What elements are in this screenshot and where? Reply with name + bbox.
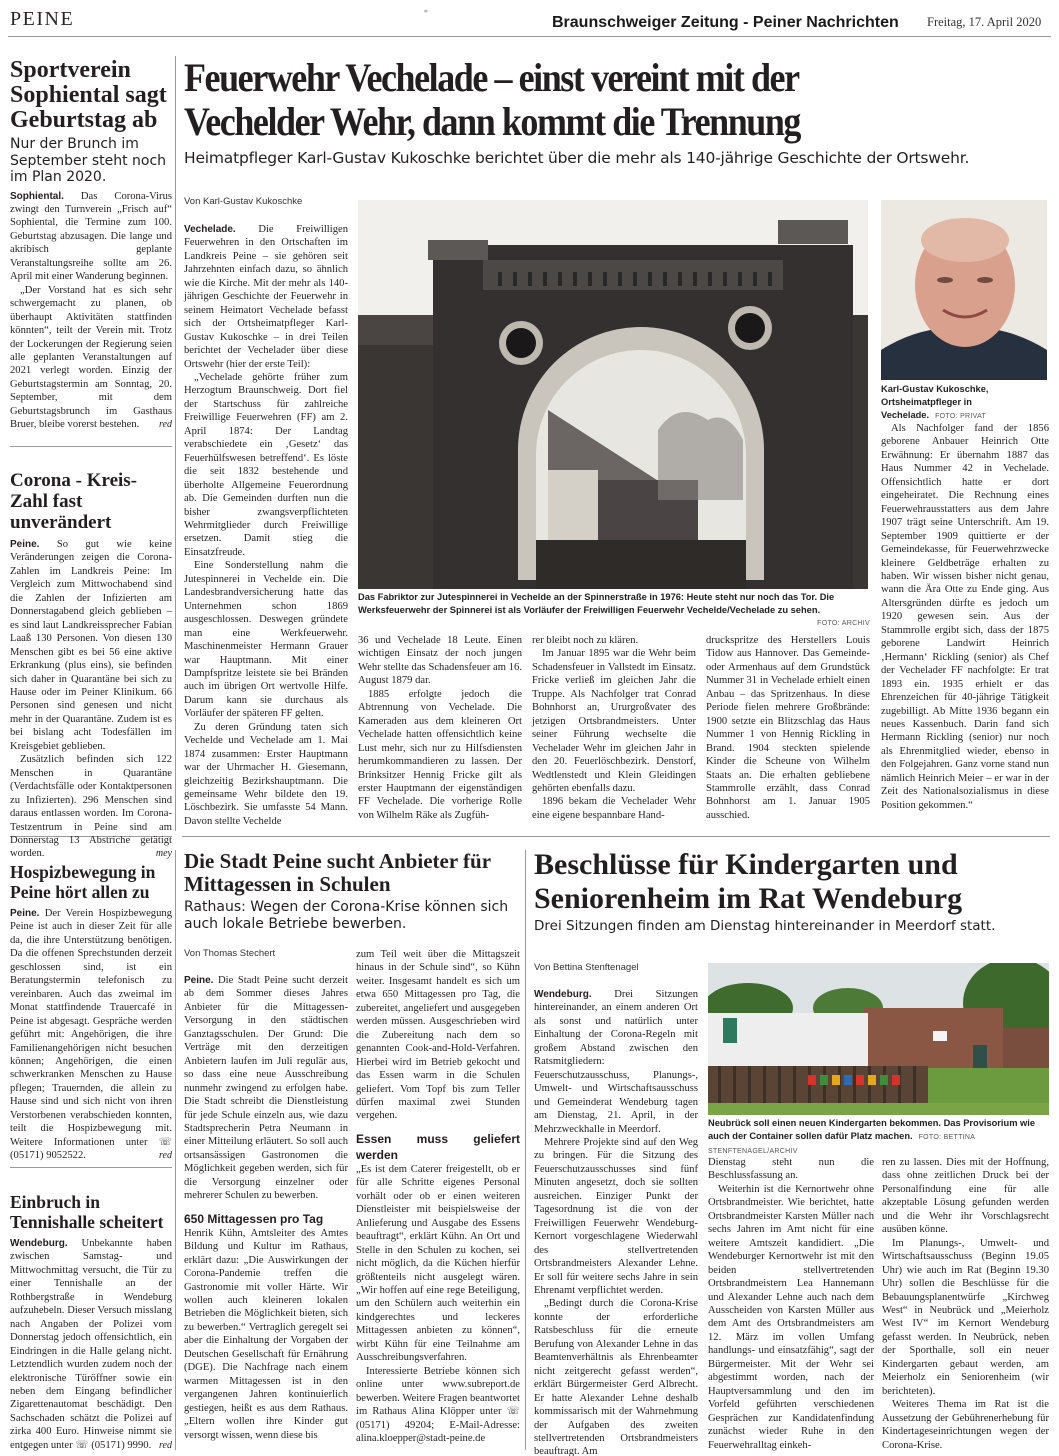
council-headline-line1: Beschlüsse für Kindergarten und (534, 848, 958, 881)
lead-byline: Von Karl-Gustav Kukoschke (184, 196, 303, 207)
article-body: Peine. Der Verein Hospizbewegung Peine ist auch in dieser Zeit für alle da, die ihre Unterstützung benötigen. Da die offenen Sprechstunden derzeit geschlossen sind, ist ein Beratungstermin telefonisch zu vereinbaren. Auch das zweimal im Monat stattfindende Trauercafé in Peine ist abgesagt. Gespräche werden geführt mit: Angehörigen, die ihre Familienangehörigen nicht besuchen können; Angehörigen, die einen schwerkranken Menschen zu Hause pflegen; Trauernden, die allein zu Hause sind und sich nicht von ihren Verstorbenen verabschieden konnten, teilt die Hospizbewegung mit. Weitere Informationen unter ☏ (05171) 9052522. red (10, 908, 172, 1162)
article-headline: Corona - Kreis-Zahl fast unverändert (10, 470, 138, 533)
section-title: PEINE (10, 8, 75, 30)
dateline: Peine. (184, 975, 214, 986)
author-initials: mey (155, 848, 172, 860)
photo-kindergarten (708, 963, 1049, 1115)
lead-column-2: 36 und Vechelade 18 Leute. Einen wichtigen Einsatz der noch jungen Wehr stellte das Schadensfeuer am 16. August 1879 dar. 1885 erfolgte jedoch die Abtrennung von Vechelade. Die Kameraden aus dem kleineren Ort Vechelade hatten offensichtlich keine Lust mehr, sich nur zu Hilfsdiensten herumkommandieren zu lassen. Der Brinksitzer Hennig Fricke gilt als erster Hauptmann der eigenständigen FF Vechelade. Die vorherige Rolle von Wilhelm Räke als Zugfüh- (358, 635, 522, 821)
lunch-column-2: zum Teil weit über die Mittagszeit hinaus in der Schule sind“, so Kühn weiter. Insgesamt handelt es sich um etwa 650 Mittagessen pro Tag, die zubereitet, angeliefert und ausgegeben werden müssen. Ausgeschrieben wird die Zubereitung nach dem so genannten Cook-and-Hold-Verfahren. Hierbei wird im Betrieb gekocht und das Essen warm in die Schulen geliefert. Vom Topf bis zum Teller dürfen maximal zwei Stunden vergehen. Essen muss geliefert werden „Es ist dem Caterer freigestellt, ob er für alle Schritte eigenes Personal vorhält oder ob er einen weiteren Dienstleister mit beispielsweise der Anlieferung und Ausgabe des Essens beauftragt“, erklärt Kühn. An Ort und Stelle in den Schulen zu kochen, sei nicht möglich, da die Küchen hierfür größtenteils nicht ausgelegt wären. „Wir hoffen auf eine rege Beteiligung, um den Schülern auch weiterhin ein kindgerechtes und leckeres Mittagessen anbieten zu können“, wirbt Kühn für eine Teilnahme am Ausschreibungsverfahren. Interessierte Betriebe können sich online unter www.subreport.de bewerben. Weitere Fragen beantwortet im Rathaus Alina Klöpper unter ☏ (05171) 49204; E-Mail-Adresse: alina.kloepper@stadt-peine.de (356, 949, 520, 1444)
photo-credit: FOTO: BETTINA STENFTENAGEL/ARCHIV (708, 1134, 975, 1155)
arch-photo-caption: Das Fabriktor zur Jutespinnerei in Vechelde an der Spinnerstraße in 1976: Heute steht nur noch das Tor. Die Werksfeuerwehr der Spinnerei ist als Vorläufer der Freiwilligen Feuerwehr Vechelde/Vechelade zu sehen. FOTO: ARCHIV (358, 591, 870, 630)
council-subheadline: Drei Sitzungen finden am Dienstag hintereinander in Meerdorf statt. (534, 918, 996, 934)
sidebar-article-corona (10, 470, 172, 861)
lunch-article-header (184, 850, 520, 933)
dateline: Peine. (10, 539, 40, 550)
lead-column-5: Als Nachfolger fand der 1856 geborene Anbauer Heinrich Otte Erwähnung: Er übernahm 1887 das Haus Nummer 42 in Vechelade. Offensichtlich hatte er dort eingeheiratet. Die Rechnung eines Feuerwehrausstatters aus dem Jahre 1907 trägt seine Unterschrift. Am 19. September 1909 quittierte er der Gemeindekasse, für Feuerwehrzwecke kleinere Geldbeträge erhalten zu haben. Wir wissen bisher nicht genau, wann die Ära Otte zu Ende ging. Aus Altersgründen dürfte es jedoch um 1920 gewesen sein. Aus der Stammrolle ergibt sich, dass der 1875 geborene Landwirt Heinrich ‚Hermann‘ Rickling (senior) als Chef der Vechelader FF nachfolgte: Er trat 1893 ein. 1935 erhielt er das Ehrenzeichen für 40-jährige Tätigkeit zugebilligt. Ab Mitte 1936 begann ein neues Kassenbuch. Darin fand sich Hermann Rickling (senior) nur noch als Ehrenmitglied wieder, ebenso in den Folgejahren. Ganz vorne stand nun nämlich Heinrich Meier – er war in der Zeit des Nationalsozialismus in diese Position gekommen.“ (881, 423, 1049, 811)
column-divider (525, 850, 526, 1450)
column-divider (175, 850, 176, 1450)
column-divider (175, 56, 176, 831)
council-byline: Von Bettina Stenftenagel (534, 962, 639, 973)
kindergarten-photo-caption: Neubrück soll einen neuen Kindergarten bekommen. Das Provisorium wie auch der Container sollen dafür Platz machen. FOTO: BETTINA STENFTENAGEL/ARCHIV (708, 1118, 1036, 1155)
lead-subheadline: Heimatpfleger Karl-Gustav Kukoschke berichtet über die mehr als 140-jährige Geschichte der Ortswehr. (184, 149, 970, 167)
dateline: Sophiental. (10, 190, 64, 202)
issue-date: Freitag, 17. April 2020 (927, 15, 1042, 29)
lead-article-header (184, 56, 1054, 167)
article-headline: Hospizbewegung in Peine hört allen zu (10, 862, 156, 902)
newspaper-name: Braunschweiger Zeitung - Peiner Nachrichten (552, 14, 899, 31)
author-initials: red (159, 1150, 172, 1162)
dateline: Wendeburg. (10, 1238, 68, 1249)
arch-photo-illustration (358, 200, 868, 589)
lead-column-3: rer bleibt noch zu klären. Im Januar 1895 war die Wehr beim Schadensfeuer in Vallstedt im Einsatz. Fricke verließ im gleichen Jahr die Truppe. Als Nachfolger trat Conrad Bohnhorst an, Ururgroßvater des jetzigen Ortsbrandmeisters. Unter seiner Führung wechselte die Vechelader Wehr im gleichen Jahr in den 20. Feuerlöschbezirk. Denstorf, Wedtlenstedt und Klein Gleidingen gehörten ebenfalls dazu. 1896 bekam die Vechelader Wehr eine eigene bespannbare Hand- (532, 635, 696, 821)
lead-headline-line1: Feuerwehr Vechelade – einst vereint mit der (184, 55, 799, 100)
lunch-subhead-650: 650 Mittagessen pro Tag (184, 1211, 324, 1226)
masthead-divider (8, 36, 1051, 37)
dateline: Wendeburg. (534, 989, 592, 1000)
sidebar-article-einbruch (10, 1192, 172, 1452)
lunch-column-1: Peine. Die Stadt Peine sucht derzeit ab dem Sommer dieses Jahres Anbieter für die Mittagessen-Versorgung in den städtischen Ganztagsschulen. Der Grund: Die Verträge mit den derzeitigen Anbietern laufen im Juli regulär aus, so dass eine neue Ausschreibung nunmehr zwingend zu erfolgen habe. Die Stadt schreibt die Dienstleistung für jede Schule einzeln aus, wie dazu Stadtsprecherin Petra Neumann in einer Mitteilung erläutert. So soll auch ortsansässigen Gastronomen die Möglichkeit gegeben werden, sich für die Versorgung einzelner oder mehrerer Schulen zu bewerben. 650 Mittagessen pro Tag Henrik Kühn, Amtsleiter des Amtes Bildung und Kultur im Rathaus, erklärt dazu: „Die Auswirkungen der Corona-Pandemie treffen die Gastronomie mit voller Härte. Wir wollen auch kleineren lokalen Betrieben die Möglichkeit bieten, sich zu bewerben.“ Vertraglich geregelt sei aber die Einhaltung der Vorgaben der Deutschen Gesellschaft für Ernährung (DGE). Die Nachfrage nach einem warmen Mittagessen ist in den vergangenen Jahren kontinuierlich gestiegen, heißt es aus dem Rathaus. „Eltern wollen ihre Kinder gut versorgt wissen, wenn diese bis (184, 975, 348, 1441)
dateline: Vechelade. (184, 224, 236, 235)
photo-fabriktor (358, 200, 868, 589)
lunch-headline: Die Stadt Peine sucht Anbieter für Mittagessen in Schulen (184, 849, 491, 896)
article-headline: Sportverein Sophiental sagt Geburtstag ab (10, 57, 167, 133)
sidebar-article-sportverein (10, 58, 172, 432)
council-headline-line2: Seniorenheim im Rat Wendeburg (534, 882, 963, 915)
article-subheadline: Nur der Brunch im September steht noch im Plan 2020. (10, 136, 167, 186)
dateline: Peine. (10, 908, 40, 919)
council-column-1: Wendeburg. Drei Sitzungen hintereinander, an einem anderen Ort als sonst und natürlich unter Einhaltung der Corona-Regeln mit großem Abstand zwischen den Ratsmitgliedern: Feuerschutzausschuss, Planungs-, Umwelt- und Wirtschaftsausschuss und Gemeinderat Wendeburg tagen am Dienstag, 21. April, in der Mehrzweckhalle in Meerdorf. Mehrere Projekte sind auf den Weg zu bringen. Für die Sitzung des Feuerschutzausschusses sind fünf Minuten angesetzt, doch sie sollten ausreichen. Einziger Punkt der Tagesordnung ist die von der Freiwilligen Feuerwehr Wendeburg-Kernort vorgeschlagene Wiederwahl des stellvertretenden Ortsbrandmeisters Alexander Lehne. Er soll für weitere sechs Jahre in sein Ehrenamt verpflichtet werden. „Bedingt durch die Corona-Krise konnte der erforderliche Ratsbeschluss für die erneute Berufung von Alexander Lehne in das Beamtenverhältnis als Ehrenbeamter nicht zeitgerecht gefasst werden“, erklärt Bürgermeister Gerd Albrecht. Er hatte Alexander Lehne deshalb kommissarisch mit der Wahrnehmung der Aufgaben des zweiten stellvertretenden Ortsbrandmeisters beauftragt. Am (534, 989, 698, 1456)
lead-headline-line2: Vechelder Wehr, dann kommt die Trennung (184, 99, 800, 144)
portrait-caption: Karl-Gustav Kukoschke, Ortsheimatpfleger in Vechelade. FOTO: PRIVAT (881, 384, 989, 420)
author-initials: red (159, 1439, 172, 1451)
lunch-byline: Von Thomas Stechert (184, 948, 276, 959)
lead-column-4: druckspritze des Herstellers Louis Tidow aus Hannover. Das Gemeinde- oder Armenhaus auf dem Grundstück Nummer 31 in Vechelade erhielt einen Anbau – das Spritzenhaus. In diese Periode fielen mehrere Großbrände: 1900 setzte ein Blitzschlag das Haus Nummer 1 von Hennig Rickling in Brand. 1904 steckten spielende Kinder die Scheune von Wilhelm Staats an. Die erhalten gebliebene Stammrolle erzählt, dass Conrad Bohnhorst am 1. Januar 1905 ausschied. (706, 635, 870, 821)
council-article-header (534, 848, 1054, 935)
photo-credit: FOTO: PRIVAT (935, 413, 987, 420)
portrait-illustration (881, 200, 1047, 380)
council-column-2: Dienstag steht nun die Beschlussfassung an. Weiterhin ist die Kernortwehr ohne Ortsbrandmeister. Wie berichtet, hatte Ortsbrandmeister Karsten Müller nach sechs Jahren im Amt nicht für eine weitere Amtszeit kandidiert. „Die Wendeburger Kernortwehr ist mit den beiden stellvertretenden Ortsbrandmeistern Lea Hannemann und Alexander Lehne auch nach dem Ausscheiden von Karsten Müller aus dem Amt des Ortsbrandmeisters am 12. März im vollen Umfang handlungs- und einsatzfähig“, sagt der Bürgermeister. Mit der Wehr sei abgestimmt worden, nach der Hauptversammlung und den im Vorfeld geführten verschiedenen Gesprächen zur Kandidatenfindung zunächst wieder Ruhe in den Feuerwehralltag einkeh- (708, 1157, 874, 1451)
photo-portrait-kukoschke (881, 200, 1047, 380)
article-divider (10, 1167, 172, 1168)
lunch-subheadline: Rathaus: Wegen der Corona-Krise können sich auch lokale Betriebe bewerben. (184, 899, 509, 932)
article-divider (182, 836, 1050, 837)
article-headline: Einbruch in Tennishalle scheitert (10, 1192, 164, 1232)
lead-column-1: Vechelade. Die Freiwilligen Feuerwehren in den Ortschaften im Landkreis Peine – sie gehören seit Jahrzehnten einfach dazu, so ähnlich wie die Kirche. Mit der mehr als 140-jährigen Geschichte der Feuerwehr in seinem Heimatort Vechelade befasst sich der Ortsheimatpfleger Karl-Gustav Kukoschke – in drei Teilen berichtet der Vechelader über diese Ortswehr (hier der erste Teil): „Vechelade gehörte früher zum Herzogtum Braunschweig. Dort fiel der Startschuss für zahlreiche Freiwillige Feuerwehren (FF) am 2. April 1874: Der Landtag verabschiedete ein ‚Gesetz‘ das Feuerhülfswesen betreffend‘. Es löste die seit 1832 bestehende und überholte Allgemeine Feuerordnung ab. Die Gemeinden durften nun die bisher zwangsverpflichteten Wehrmitglieder durch Freiwillige ersetzen. Damit stieg die Einsatzfreude. Eine Sonderstellung nahm die Jutespinnerei in Vechelde ein. Die Landesbrandversicherung hatte das Unternehmen schon 1869 ausgeschlossen. Deswegen gründete man eine Werkfeuerwehr. Maschinenmeister Hermann Grauer war Hauptmann. Mit einer Dampfspritze leistete sie bei Bränden auch im übrigen Ort wertvolle Hilfe. Darum kann sie durchaus als Vorläufer der späteren FF gelten. Zu deren Gründung taten sich Vechelde und Vechelade am 1. Mai 1874 zusammen: Erster Hauptmann war der Uhrmacher H. Giesemann, gleichzeitig Bezirkshauptmann. Die gemeinsame Wehr bildete den 19. Löschbezirk. Sie umfasste 54 Mann. Davon stellte Vechelde (184, 224, 348, 827)
article-body: Peine. So gut wie keine Veränderungen zeigen die Corona-Zahlen im Landkreis Peine: Im Vergleich zum Mittwochabend sind die Zahlen der Infizierten am Donnerstagabend gleich geblieben – es sind laut Landkreissprecher Fabian Laaß 130 Personen. Von diesen 130 Menschen gibt es bei 56 eine aktive Erkrankung (plus eins), sie befinden sich daher in Quarantäne bei sich zu Hause oder im Peiner Klinikum. 66 Personen sind genesen und nicht mehr in der Quarantäne. Zudem ist es bei bislang acht Todesfällen im Kreisgebiet geblieben. Zusätzlich befinden sich 122 Menschen in Quarantäne (Verdachtsfälle oder Kontaktpersonen zu Infizierten). 296 Menschen sind daraus entlassen worden. Im Corona-Testzentrum in Peine sind am Donnerstag 13 Abstriche getätigt worden. mey (10, 539, 172, 860)
author-initials: red (159, 419, 172, 431)
photo-credit: FOTO: ARCHIV (817, 620, 870, 627)
kindergarten-photo-illustration (708, 963, 1049, 1115)
council-column-3: ren zu lassen. Dies mit der Hoffnung, dass ohne zeitlichen Druck bei der Personalfindung eine für alle akzeptable Lösung gefunden werden und die Wehr ihr Vorschlagsrecht ausüben könne. Im Planungs-, Umwelt- und Wirtschaftsausschuss (Beginn 19.05 Uhr) wie auch im Rat (Beginn 19.30 Uhr) sollen die Beschlüsse für die Bebauungsplanentwürfe „Kirchweg West“ in Neubrück und „Meierholz West IV“ im Kernort Wendeburg gefasst werden. In Neubrück, neben der Sporthalle, soll ein neuer Kindergarten gebaut werden, am Meierholz ein Seniorenheim (wir berichteten). Weiteres Thema im Rat ist die Aussetzung der Gebührenerhebung für Kindertageseinrichtungen wegen der Corona-Krise. (882, 1157, 1049, 1451)
article-divider (10, 446, 172, 447)
sidebar-article-hospiz (10, 862, 172, 1163)
article-body: Wendeburg. Unbekannte haben zwischen Samstag- und Mittwochmittag versucht, die Tür zu einer Tennishalle an der Rothbergstraße in Wendeburg aufzuhebeln. Dieser Versuch misslang nach Angaben der Polizei vom Donnerstag jedoch offensichtlich, ein Eindringen in die Halle gelang nicht. Letztendlich wurden zudem noch der elektronische Türöffner sowie ein neben dem Eingang befindlicher Zigarettenautomat beschädigt. Den Sachschaden schätzt die Polizei auf zirka 400 Euro. Hinweise nimmt sie entgegen unter ☏ (05171) 9990. red (10, 1238, 172, 1451)
article-body: Sophiental. Das Corona-Virus zwingt den Turnverein „Frisch auf“ Sophiental, die Termine zum 100. Geburtstag abzusagen. Die lange und akribisch geplante Veranstaltungsreihe sollte am 26. April mit einer Wanderung beginnen. „Der Vorstand hat es sich sehr schwergemacht zu planen, ob überhaupt Aktivitäten stattfinden könnten“, teilt der Verein mit. Trotz der Lockerungen der Regierung seien alle geplanten Veranstaltungen auf 2021 verlegt worden. Einzig der Geburtstagstermin am Sonntag, 20. September, mit dem Geburtstagsbrunch im Gasthaus Bruer, bleibe vorerst bestehen. red (10, 190, 172, 431)
registration-mark: * (424, 8, 428, 17)
lunch-subhead-essen: Essen muss geliefert werden (356, 1131, 520, 1162)
